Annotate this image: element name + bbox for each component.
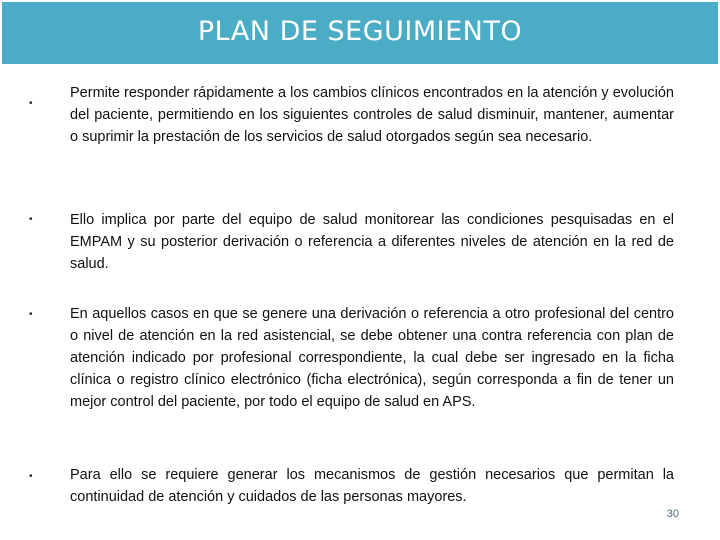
bullet-text: Para ello se requiere generar los mecanismos de gestión necesarios que permitan la continuidad de atención y cuidados de las personas mayores. (70, 467, 674, 505)
page-number: 30 (666, 508, 679, 520)
bullet-marker: • (29, 309, 33, 320)
bullet-text: Permite responder rápidamente a los cambios clínicos encontrados en la atención y evolución del paciente, permitiendo en los siguientes controles de salud disminuir, mantener, aumentar o suprimir la prestación de los servicios de salud otorgados según sea necesario. (70, 85, 674, 145)
slide-title: PLAN DE SEGUIMIENTO (197, 15, 523, 47)
bullet-text: Ello implica por parte del equipo de salud monitorear las condiciones pesquisadas en el EMPAM y su posterior derivación o referencia a diferentes niveles de atención en la red de salud. (70, 212, 674, 272)
bullet-marker: • (29, 214, 33, 225)
bullet-marker: • (29, 98, 33, 109)
bullet-marker: • (29, 471, 33, 482)
bullet-text: En aquellos casos en que se genere una derivación o referencia a otro profesional del centro o nivel de atención en la red asistencial, se debe obtener una contra referencia con plan de atención indicado por profesional correspondiente, la cual debe ser ingresado en la ficha clínica o registro clínico electrónico (ficha electrónica), según corresponda a fin de tener un mejor control del paciente, por todo el equipo de salud en APS. (70, 306, 674, 410)
